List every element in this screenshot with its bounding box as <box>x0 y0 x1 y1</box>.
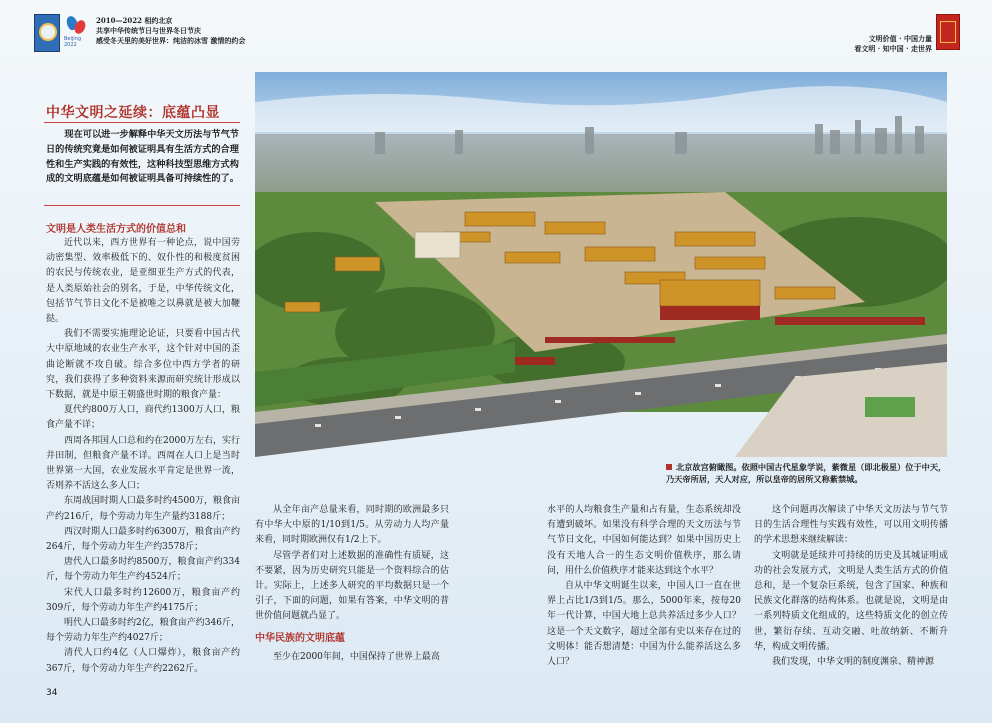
paragraph: 夏代约800万人口，商代约1300万人口，粮食产量不详； <box>46 405 240 431</box>
festival-emblem-icon <box>34 14 60 52</box>
paragraph: 从全年亩产总量来看，同时期的欧洲最多只有中华大中原的1/10到1/5。从劳动力人均产量来看，同时期欧洲仅有1/2上下。 <box>255 505 449 546</box>
paragraph: 我们不需要实施理论论证，只要看中国古代大中原地域的农业生产水平，这个针对中国的歪曲论断就不攻自破。综合多位中西方学者的研究，我们获得了多种资料来源而研究统计形成以下数据，就是中原王朝盛世时期的粮食产量： <box>46 329 240 401</box>
paragraph: 文明就是延续并可持续的历史及其城证明成功的社会发展方式，文明是人类生活方式的价值总和，是一个复杂巨系统，包含了国家、种族和民族文化群落的结构体系。也就是说，文明是由一系列特质文化组成的，这些特质文化的创立传世，繁衍存续、互动交融、吐故纳新、不断升华，构成文明传播。 <box>754 550 948 652</box>
paragraph: 尽管学者们对上述数据的准确性有质疑，这不要紧，因为历史研究只能是一个资料综合的估计。实际上，上述多人研究的平均数据只是一个引子，下面的问题，如果有答案，中华文明的普世价值问题就凸显了。 <box>255 550 449 622</box>
header-right-text <box>854 34 932 54</box>
paragraph: 西汉时期人口最多时约6300万，粮食亩产约264斤，每个劳动力年生产约3578斤； <box>46 526 240 553</box>
header-left-text <box>96 16 245 46</box>
paragraph: 唐代人口最多时约8500万，粮食亩产约334斤，每个劳动力年生产约4524斤； <box>46 557 240 583</box>
article-column-1 <box>46 236 240 677</box>
subsection-title: 中华民族的文明底蕴 <box>255 632 345 644</box>
header-line: 文明价值 · 中国力量 <box>868 34 932 43</box>
article-column-2 <box>255 503 449 665</box>
header-line: 共享中华传统节日与世界冬日节庆 <box>96 26 201 35</box>
caption-text: 北京故宫俯瞰图。依照中国古代星象学说，紫微星（即北极星）位于中天，乃天帝所居，天人对应，所以皇帝的居所又称紫禁城。 <box>666 462 947 484</box>
section-title: 中华文明之延续：底蕴凸显 <box>46 105 220 121</box>
page-number: 34 <box>46 688 58 698</box>
paragraph: 自从中华文明诞生以来，中国人口一直在世界上占比1/3到1/5。那么，5000年来，按每20年一代计算，中国大地上总共养活过多少人口？这是一个天文数字，超过全部有史以来存在过的文明体！能否想清楚：中国为什么能养活这么多人口？ <box>547 581 741 668</box>
article-column-4 <box>754 503 948 670</box>
beijing-logo-text: Beijing 2022 <box>64 36 82 48</box>
paragraph: 东周战国时期人口最多时约4500万，粮食亩产约216斤，每个劳动力年生产量约3188斤； <box>46 496 240 522</box>
lead-divider <box>44 205 240 206</box>
beijing-2022-logo-icon <box>64 14 90 50</box>
paragraph: 清代人口约4亿（人口爆炸），粮食亩产约367斤，每个劳动力年生产约2262斤。 <box>46 648 240 674</box>
subsection-title: 文明是人类生活方式的价值总和 <box>46 224 186 235</box>
paragraph: 这个问题再次解读了中华天文历法与节气节日的生活合理性与实践有效性，可以用文明传播的学术思想来继续解读： <box>754 505 948 546</box>
paragraph: 西周各邦国人口总和约在2000万左右，实行井田制，但粮食产量不详。西周在人口上是当时世界第一大国，农业发展水平肯定是世界一流，否则养不活这么多人口； <box>46 435 240 492</box>
caption-marker-icon <box>666 464 672 470</box>
header-line: 看文明 · 知中国 · 走世界 <box>854 44 932 53</box>
paragraph: 明代人口最多时约2亿，粮食亩产约346斤，每个劳动力年生产约4027斤； <box>46 618 240 644</box>
lead-paragraph <box>46 128 240 187</box>
header-line: 感受冬天里的美好世界：纯洁的冰雪 激情的约会 <box>96 36 246 45</box>
lead-text: 现在可以进一步解释中华天文历法与节气节日的传统究竟是如何被证明具有生活方式的合理性和生产实践的有效性，这种科技型思维方式构成的文明底蕴是如何被证明具备可持续性的了。 <box>46 129 239 185</box>
forbidden-city-aerial-photo <box>255 72 947 457</box>
paragraph: 宋代人口最多时约12600万，粮食亩产约309斤，每个劳动力年生产约4175斤； <box>46 587 240 613</box>
paragraph: 水平的人均粮食生产量和占有量，生态系统却没有遭到破坏。如果没有科学合理的天文历法与节气节日文化，中国如何能达到？如果中国历史上没有天地人合一的生态文明价值秩序，那么请问，用什么价值秩序才能来达到这个水平？ <box>547 505 741 576</box>
title-divider <box>44 122 240 123</box>
paragraph: 我们发现，中华文明的制度渊泉、精神源 <box>772 657 935 668</box>
photo-caption <box>666 461 948 485</box>
article-column-3 <box>547 503 741 670</box>
red-seal-emblem-icon <box>936 14 960 50</box>
header-line: 2010—2022 相约北京 <box>96 16 173 25</box>
paragraph: 近代以来，西方世界有一种论点，说中国劳动密集型、效率极低下的、奴仆性的和极度贫困的农民与传统农业，是亚细亚生产方式的代表，是人类原始社会的别名，于是，中华传统文化，包括节气节日文化不是被唯之以鼻就是被大加鞭挞。 <box>46 238 240 325</box>
paragraph: 至少在2000年间，中国保持了世界上最高 <box>273 651 440 662</box>
